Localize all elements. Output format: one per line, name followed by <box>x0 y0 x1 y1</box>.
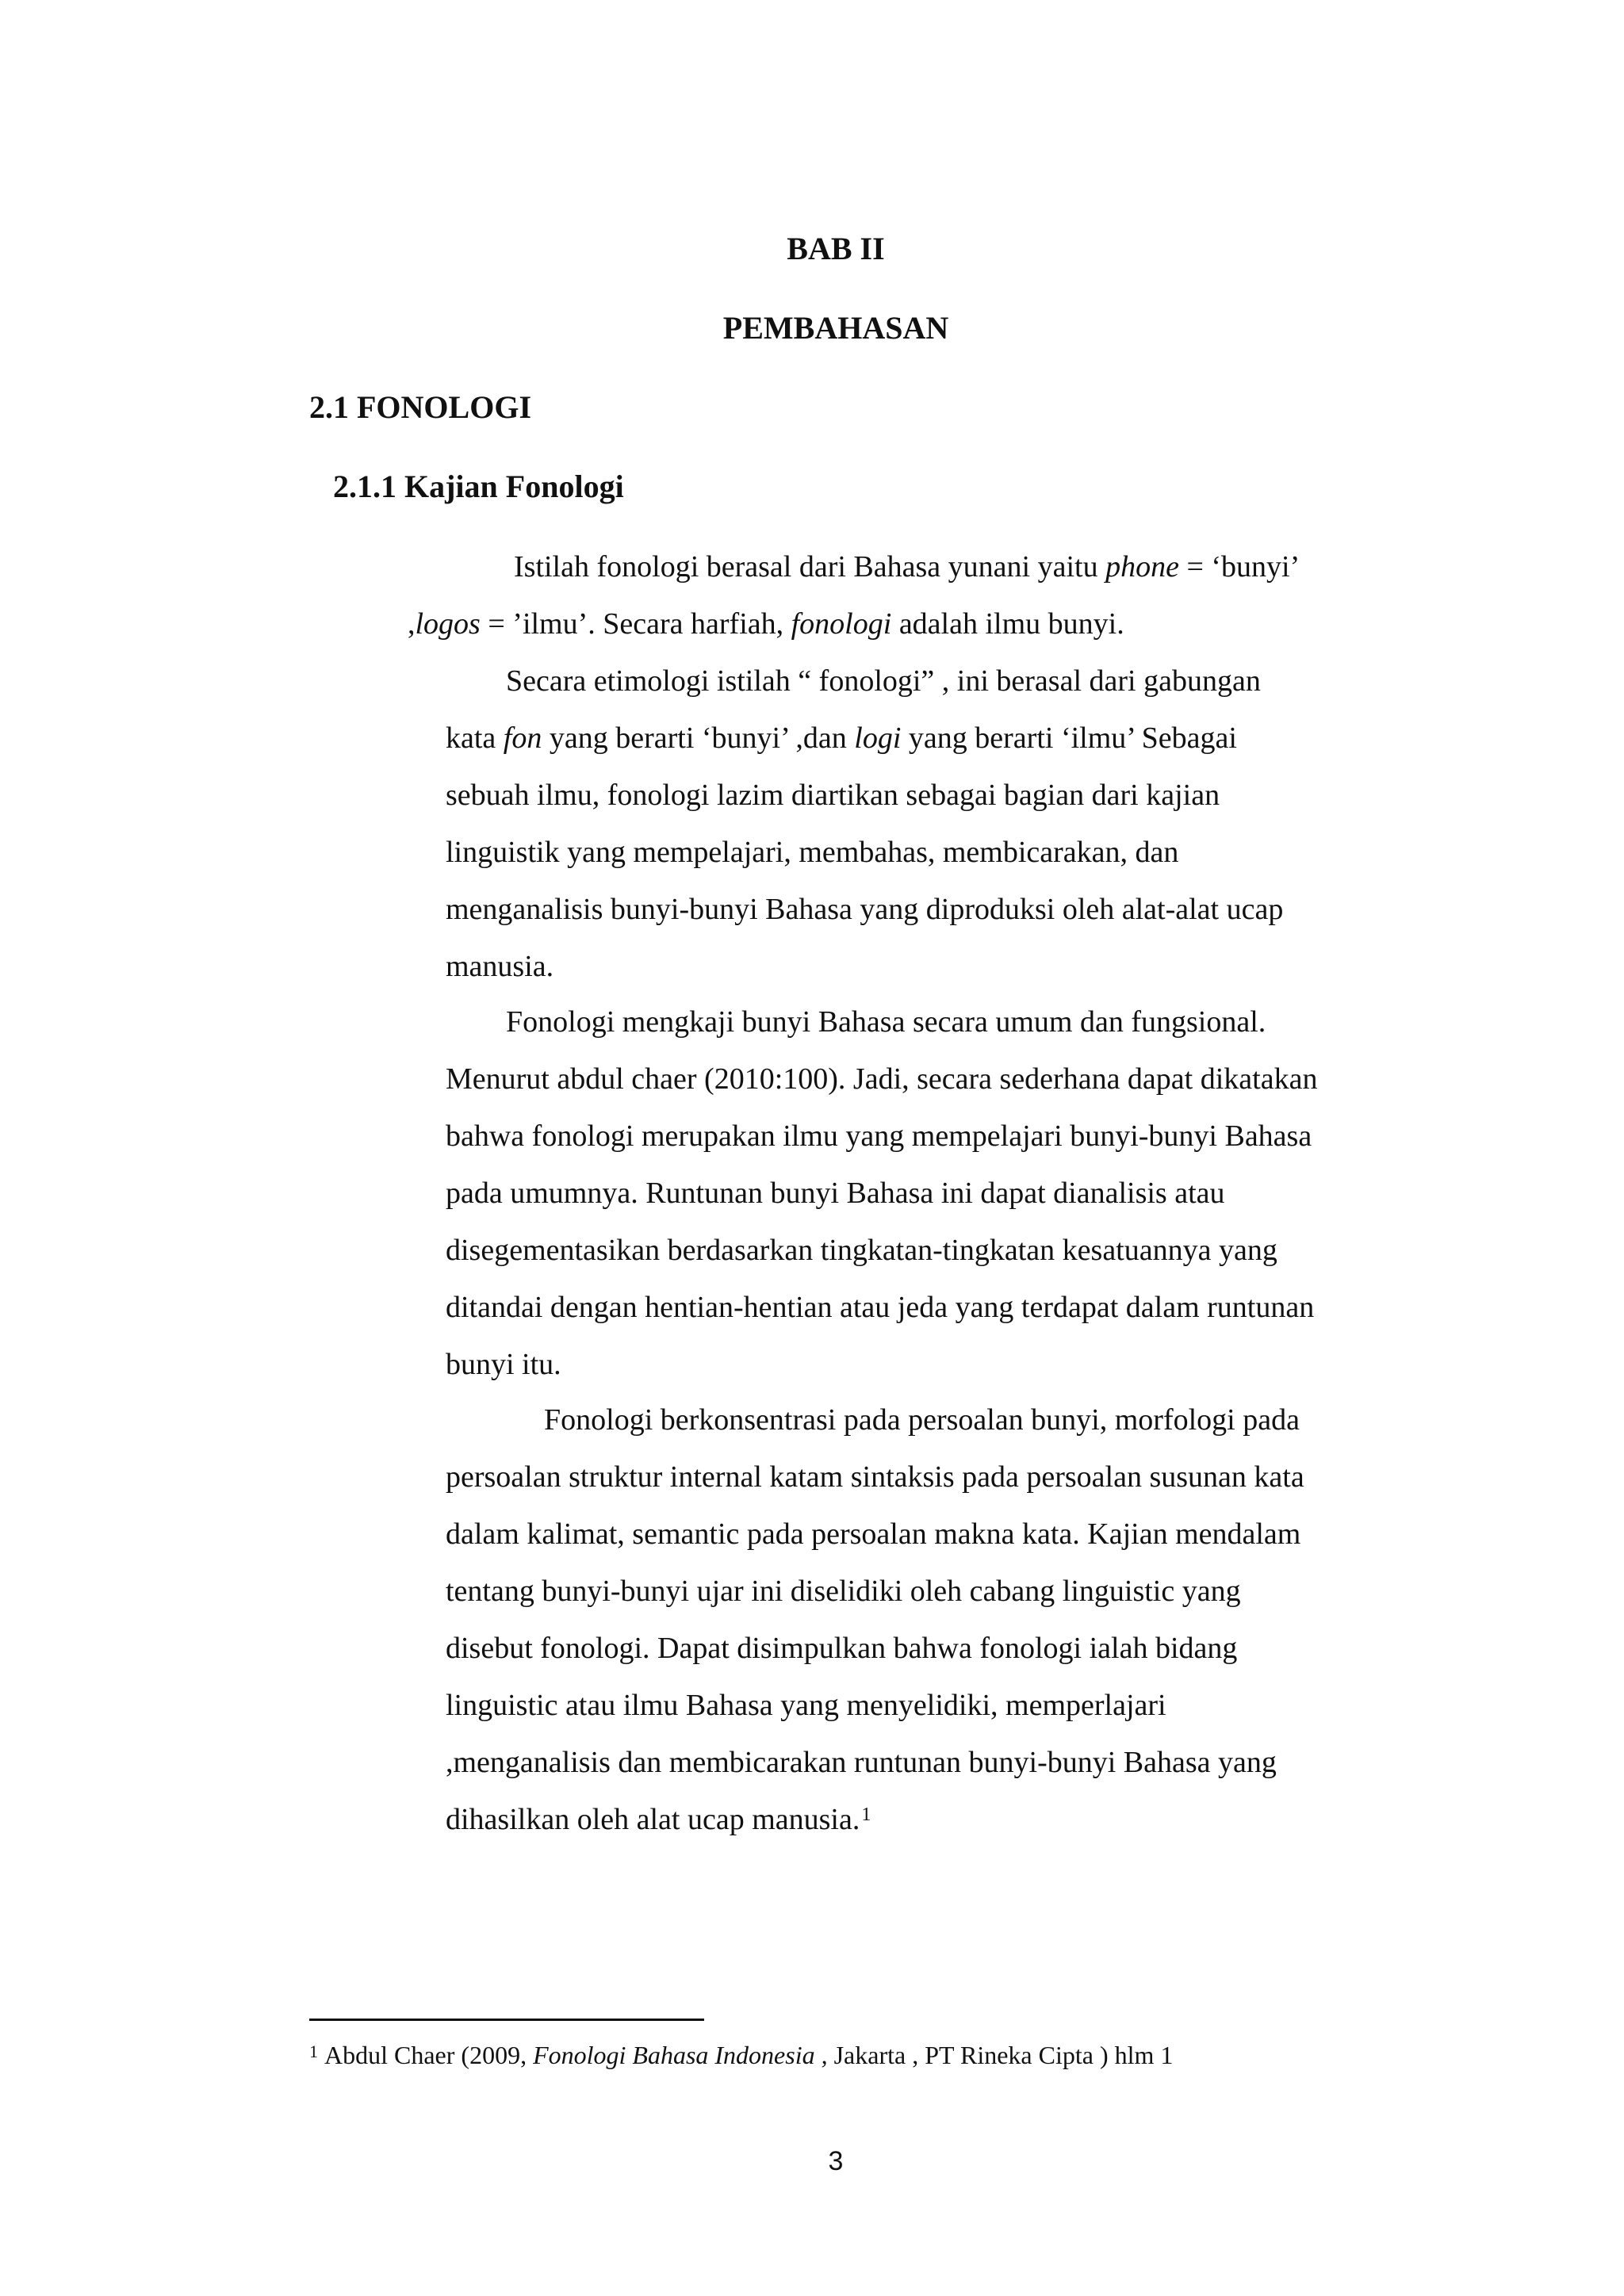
paragraph-4-line <box>446 1459 1304 1495</box>
paragraph-4-line <box>446 1801 871 1838</box>
page-number: 3 <box>828 2146 844 2176</box>
text-run: Istilah fonologi berasal dari Bahasa yunani yaitu <box>514 550 1106 584</box>
paragraph-3-line <box>446 1118 1312 1154</box>
italic-term: fon <box>503 721 542 755</box>
paragraph-4-line <box>446 1687 1166 1724</box>
text-run: , <box>408 607 416 641</box>
paragraph-3-line <box>506 1004 1266 1040</box>
text-run: Jakarta , PT Rineka Cipta ) hlm 1 <box>827 2041 1174 2069</box>
footnote <box>309 2039 1173 2071</box>
section-heading: 2.1 FONOLOGI <box>309 389 532 425</box>
text-run: = ‘bunyi’ <box>1178 550 1300 584</box>
text-run: manusia. <box>446 950 554 983</box>
text-run: tentang bunyi-bunyi ujar ini diselidiki oleh cabang linguistic yang <box>446 1575 1241 1608</box>
paragraph-2-line <box>446 891 1283 928</box>
italic-term: Fonologi Bahasa Indonesia , <box>533 2041 828 2069</box>
text-run: Menurut abdul chaer (2010:100). Jadi, secara sederhana dapat dikatakan <box>446 1062 1318 1096</box>
text-run: Fonologi berkonsentrasi pada persoalan bunyi, morfologi pada <box>544 1403 1300 1437</box>
text-run: bahwa fonologi merupakan ilmu yang mempelajari bunyi-bunyi Bahasa <box>446 1119 1312 1153</box>
paragraph-4-line <box>446 1516 1300 1552</box>
text-run: menganalisis bunyi-bunyi Bahasa yang diproduksi oleh alat-alat ucap <box>446 893 1284 926</box>
text-run: ditandai dengan hentian-hentian atau jeda yang terdapat dalam runtunan <box>446 1291 1315 1324</box>
text-run: ,menganalisis dan membicarakan runtunan bunyi-bunyi Bahasa yang <box>446 1746 1277 1779</box>
paragraph-1-line <box>408 606 1124 642</box>
paragraph-2-line <box>446 720 1237 756</box>
text-run: yang berarti ‘ilmu’ Sebagai <box>901 721 1237 755</box>
text-run: disebut fonologi. Dapat disimpulkan bahwa fonologi ialah bidang <box>446 1632 1238 1665</box>
paragraph-3-line <box>446 1175 1225 1211</box>
paragraph-3-line <box>446 1346 561 1383</box>
text-run: Secara etimologi istilah “ fonologi” , ini berasal dari gabungan <box>506 664 1261 698</box>
text-run: bunyi itu. <box>446 1348 561 1381</box>
text-run: Fonologi mengkaji bunyi Bahasa secara umum dan fungsional. <box>506 1005 1266 1039</box>
text-run: sebuah ilmu, fonologi lazim diartikan sebagai bagian dari kajian <box>446 779 1220 812</box>
italic-term: logos <box>415 607 481 641</box>
text-run: linguistic atau ilmu Bahasa yang menyelidiki, memperlajari <box>446 1689 1166 1722</box>
paragraph-2-line <box>446 777 1220 813</box>
paragraph-2-line <box>506 663 1261 699</box>
italic-term: fonologi <box>791 607 892 641</box>
paragraph-4-line <box>446 1573 1241 1609</box>
paragraph-4-line <box>446 1744 1277 1781</box>
text-run: disegementasikan berdasarkan tingkatan-tingkatan kesatuannya yang <box>446 1234 1277 1267</box>
paragraph-3-line <box>446 1232 1277 1269</box>
paragraph-3-line <box>446 1061 1317 1097</box>
paragraph-2-line <box>446 948 553 985</box>
text-run: dalam kalimat, semantic pada persoalan makna kata. Kajian mendalam <box>446 1517 1301 1551</box>
paragraph-2-line <box>446 834 1178 871</box>
italic-term: logi <box>854 721 902 755</box>
text-run: Abdul Chaer (2009, <box>324 2041 534 2069</box>
subsection-heading: 2.1.1 Kajian Fonologi <box>333 469 624 504</box>
paragraph-4-line <box>446 1630 1237 1667</box>
text-run: persoalan struktur internal katam sintaksis pada persoalan susunan kata <box>446 1460 1304 1494</box>
footnote-marker: 1 <box>309 2042 318 2061</box>
text-run: yang berarti ‘bunyi’ ,dan <box>542 721 855 755</box>
chapter-subtitle: PEMBAHASAN <box>722 310 949 346</box>
paragraph-4-line <box>544 1402 1300 1438</box>
text-run: adalah ilmu bunyi. <box>891 607 1124 641</box>
paragraph-1-line <box>514 549 1300 585</box>
footnote-reference: 1 <box>861 1804 871 1825</box>
text-run: pada umumnya. Runtunan bunyi Bahasa ini dapat dianalisis atau <box>446 1177 1225 1210</box>
chapter-title: BAB II <box>787 231 885 266</box>
text-run: linguistik yang mempelajari, membahas, membicarakan, dan <box>446 836 1179 869</box>
text-run: dihasilkan oleh alat ucap manusia. <box>446 1803 860 1836</box>
footnote-separator <box>309 2019 704 2021</box>
paragraph-3-line <box>446 1289 1314 1326</box>
text-run: = ’ilmu’. Secara harfiah, <box>480 607 791 641</box>
text-run: kata <box>446 721 504 755</box>
italic-term: phone <box>1105 550 1179 584</box>
